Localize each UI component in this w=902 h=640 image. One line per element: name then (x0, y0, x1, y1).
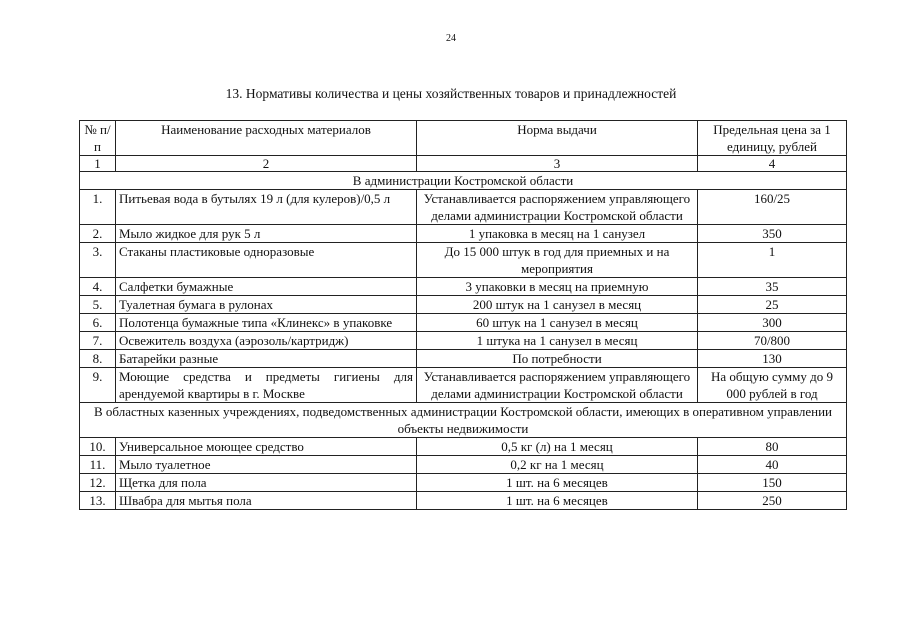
table-row (80, 368, 847, 403)
table-body (80, 172, 847, 510)
table-row (80, 190, 847, 225)
column-index-row (80, 156, 847, 172)
material-name: Питьевая вода в бутылях 19 л (для кулеров)/0,5 л (116, 190, 417, 225)
table-row (80, 225, 847, 243)
section-row (80, 403, 847, 438)
column-index-cell: 4 (698, 156, 847, 172)
table-row (80, 438, 847, 456)
issue-norm: 1 шт. на 6 месяцев (417, 474, 698, 492)
issue-norm: Устанавливается распоряжением управляющего делами администрации Костромской области (417, 190, 698, 225)
material-name: Моющие средства и предметы гигиены для арендуемой квартиры в г. Москве (116, 368, 417, 403)
material-name: Мыло жидкое для рук 5 л (116, 225, 417, 243)
issue-norm: 0,5 кг (л) на 1 месяц (417, 438, 698, 456)
material-name: Салфетки бумажные (116, 278, 417, 296)
issue-norm: 1 упаковка в месяц на 1 санузел (417, 225, 698, 243)
max-price: 25 (698, 296, 847, 314)
material-name: Полотенца бумажные типа «Клинекс» в упаковке (116, 314, 417, 332)
max-price: 250 (698, 492, 847, 510)
issue-norm: 1 шт. на 6 месяцев (417, 492, 698, 510)
max-price: 35 (698, 278, 847, 296)
issue-norm: Устанавливается распоряжением управляющего делами администрации Костромской области (417, 368, 698, 403)
column-index-cell: 1 (80, 156, 116, 172)
row-number: 7. (80, 332, 116, 350)
max-price: 80 (698, 438, 847, 456)
max-price: 150 (698, 474, 847, 492)
material-name: Стаканы пластиковые одноразовые (116, 243, 417, 278)
max-price: 350 (698, 225, 847, 243)
issue-norm: 0,2 кг на 1 месяц (417, 456, 698, 474)
issue-norm: До 15 000 штук в год для приемных и на мероприятия (417, 243, 698, 278)
header-price: Предельная цена за 1 единицу, рублей (698, 121, 847, 156)
table-row (80, 350, 847, 368)
section-row (80, 172, 847, 190)
max-price: 300 (698, 314, 847, 332)
max-price: 160/25 (698, 190, 847, 225)
max-price: 1 (698, 243, 847, 278)
row-number: 2. (80, 225, 116, 243)
material-name: Универсальное моющее средство (116, 438, 417, 456)
max-price: 130 (698, 350, 847, 368)
row-number: 13. (80, 492, 116, 510)
row-number: 6. (80, 314, 116, 332)
issue-norm: 3 упаковки в месяц на приемную (417, 278, 698, 296)
row-number: 8. (80, 350, 116, 368)
header-num: № п/п (80, 121, 116, 156)
table-row (80, 278, 847, 296)
issue-norm: По потребности (417, 350, 698, 368)
table-row (80, 456, 847, 474)
row-number: 10. (80, 438, 116, 456)
max-price: На общую сумму до 9 000 рублей в год (698, 368, 847, 403)
row-number: 11. (80, 456, 116, 474)
page-number: 24 (446, 33, 456, 44)
table-row (80, 314, 847, 332)
material-name: Батарейки разные (116, 350, 417, 368)
header-name: Наименование расходных материалов (116, 121, 417, 156)
max-price: 40 (698, 456, 847, 474)
table-row (80, 492, 847, 510)
issue-norm: 1 штука на 1 санузел в месяц (417, 332, 698, 350)
header-norm: Норма выдачи (417, 121, 698, 156)
row-number: 4. (80, 278, 116, 296)
issue-norm: 60 штук на 1 санузел в месяц (417, 314, 698, 332)
row-number: 3. (80, 243, 116, 278)
table-row (80, 296, 847, 314)
material-name: Швабра для мытья пола (116, 492, 417, 510)
section-title: В областных казенных учреждениях, подведомственных администрации Костромской области, имеющих в оперативном управлении объекты недвижимости (80, 403, 847, 438)
material-name: Туалетная бумага в рулонах (116, 296, 417, 314)
row-number: 1. (80, 190, 116, 225)
row-number: 5. (80, 296, 116, 314)
material-name: Мыло туалетное (116, 456, 417, 474)
column-index-cell: 3 (417, 156, 698, 172)
table-row (80, 474, 847, 492)
table-row (80, 243, 847, 278)
section-title: В администрации Костромской области (80, 172, 847, 190)
column-index-cell: 2 (116, 156, 417, 172)
row-number: 12. (80, 474, 116, 492)
issue-norm: 200 штук на 1 санузел в месяц (417, 296, 698, 314)
table-row (80, 332, 847, 350)
norms-table (79, 120, 847, 510)
material-name: Щетка для пола (116, 474, 417, 492)
row-number: 9. (80, 368, 116, 403)
material-name: Освежитель воздуха (аэрозоль/картридж) (116, 332, 417, 350)
page-title: 13. Нормативы количества и цены хозяйственных товаров и принадлежностей (225, 86, 677, 101)
table-header-row (80, 121, 847, 156)
max-price: 70/800 (698, 332, 847, 350)
